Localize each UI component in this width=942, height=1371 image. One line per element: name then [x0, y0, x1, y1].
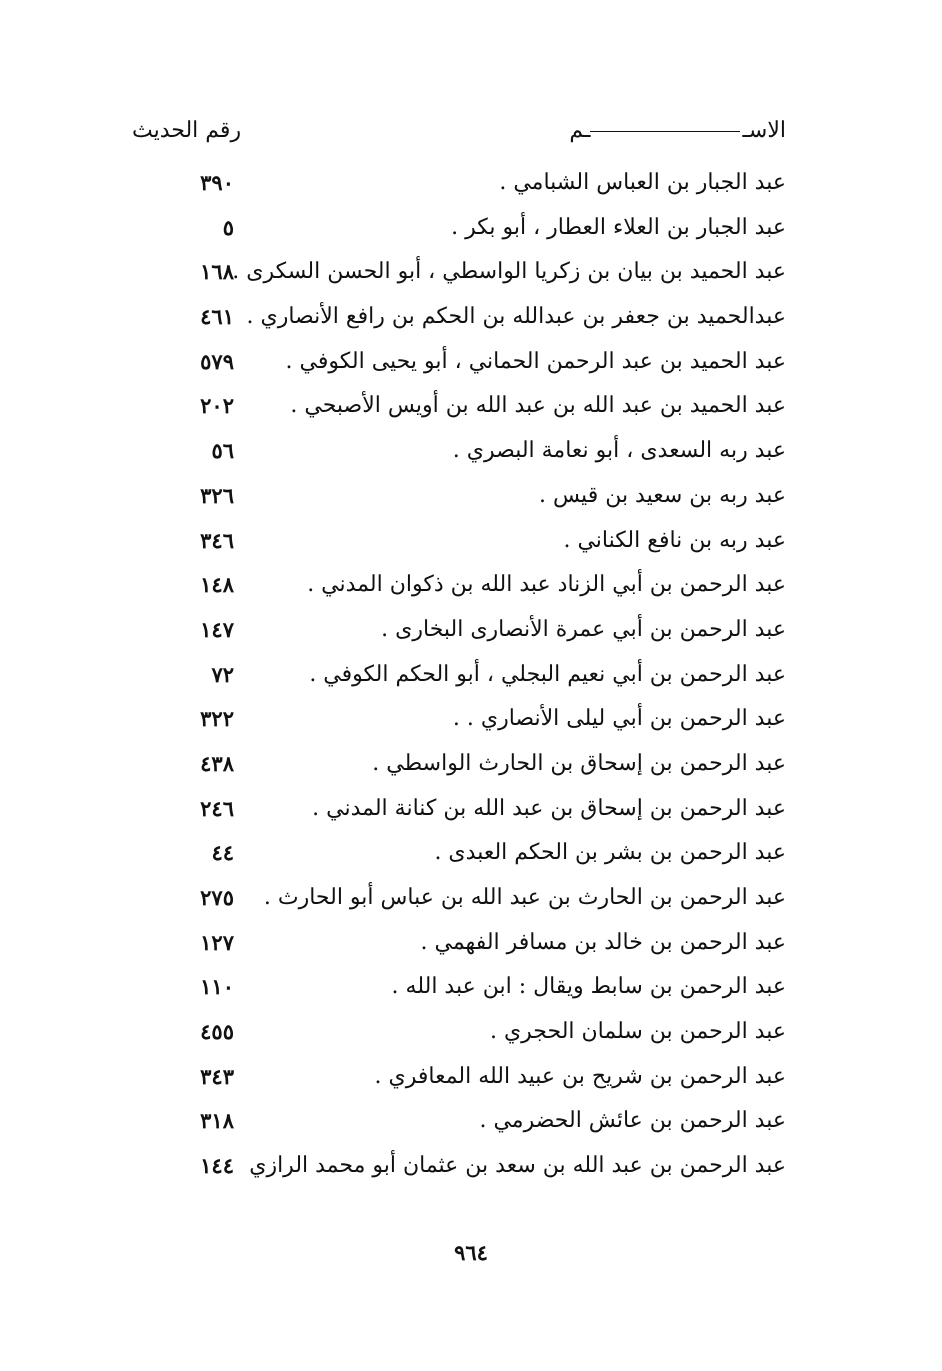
- list-item: [120, 924, 800, 969]
- names-header-end: ـم: [569, 118, 591, 143]
- list-item: [120, 611, 800, 656]
- narrator-name: عبدالحميد بن جعفر بن عبدالله بن الحكم بن رافع الأنصاري .: [246, 304, 786, 330]
- hadith-number: ٣١٨: [200, 1108, 234, 1134]
- hadith-number: ٧٢: [211, 661, 234, 687]
- narrator-name: عبد الرحمن بن أبي ليلى الأنصاري . .: [452, 706, 786, 732]
- list-item: [120, 253, 800, 298]
- narrator-name: عبد الرحمن بن إسحاق بن عبد الله بن كنانة المدني .: [312, 795, 786, 821]
- index-list: [120, 164, 800, 1192]
- list-item: [120, 656, 800, 701]
- hadith-number: ٣٤٦: [200, 527, 234, 553]
- narrator-name: عبد الرحمن بن أبي نعيم البجلي ، أبو الحكم الكوفي .: [309, 661, 786, 687]
- hadith-number: ٢٤٦: [200, 795, 234, 821]
- list-item: [120, 209, 800, 254]
- table-header: [120, 112, 800, 156]
- hadith-number: ١٢٧: [200, 929, 234, 955]
- list-item: [120, 387, 800, 432]
- hadith-number: ١٦٨: [200, 259, 234, 285]
- list-item: [120, 432, 800, 477]
- hadith-number: ٣٢٢: [200, 706, 234, 732]
- narrator-name: عبد الرحمن بن عائش الحضرمي .: [479, 1108, 786, 1134]
- narrator-name: عبد الحميد بن عبد الرحمن الحماني ، أبو يحيى الكوفي .: [285, 348, 786, 374]
- narrator-name: عبد ربه بن نافع الكناني .: [563, 527, 786, 553]
- hadith-number: ١٤٤: [200, 1153, 234, 1179]
- narrator-name: عبد الرحمن بن الحارث بن عبد الله بن عباس أبو الحارث .: [263, 885, 786, 910]
- list-item: [120, 298, 800, 343]
- hadith-number: ٤٤: [211, 840, 234, 866]
- narrator-name: عبد الرحمن بن أبي الزناد عبد الله بن ذكوان المدني .: [307, 572, 786, 598]
- list-item: [120, 745, 800, 790]
- hadith-number: ٤٥٥: [200, 1019, 234, 1045]
- narrator-name: عبد الرحمن بن سلمان الحجري .: [489, 1019, 786, 1045]
- narrator-name: عبد الرحمن بن شريح بن عبيد الله المعافري .: [374, 1063, 786, 1089]
- tatweel-line: [590, 131, 740, 132]
- list-item: [120, 1058, 800, 1103]
- names-header-start: الاسـ: [742, 118, 786, 143]
- list-item: [120, 522, 800, 567]
- narrator-name: عبد الرحمن بن خالد بن مسافر الفهمي .: [420, 929, 786, 955]
- hadith-number: ٣٤٣: [200, 1063, 234, 1089]
- hadith-number: ٢٧٥: [200, 885, 234, 910]
- narrator-name: عبد الرحمن بن سابط ويقال : ابن عبد الله .: [391, 974, 786, 1000]
- hadith-number: ٢٠٢: [200, 393, 234, 419]
- narrator-name: عبد الرحمن بن إسحاق بن الحارث الواسطي .: [372, 750, 786, 776]
- narrator-name: عبد الرحمن بن بشر بن الحكم العبدى .: [434, 840, 786, 866]
- hadith-number-column-header: رقم الحديث: [132, 118, 242, 143]
- narrator-name: عبد الجبار بن العلاء العطار ، أبو بكر .: [451, 214, 786, 240]
- list-item: [120, 968, 800, 1013]
- list-item: [120, 879, 800, 924]
- hadith-number: ١٤٨: [200, 572, 234, 598]
- narrator-name: عبد الجبار بن العباس الشبامي .: [499, 170, 786, 195]
- list-item: [120, 477, 800, 522]
- hadith-number: ١٤٧: [200, 616, 234, 642]
- hadith-number: ٥٧٩: [200, 348, 234, 374]
- hadith-number: ٣٢٦: [200, 482, 234, 508]
- list-item: [120, 164, 800, 209]
- hadith-number: ٣٩٠: [200, 170, 234, 195]
- list-item: [120, 1102, 800, 1147]
- names-column-header: [569, 118, 786, 143]
- narrator-name: عبد ربه السعدى ، أبو نعامة البصري .: [452, 438, 786, 464]
- hadith-number: ٥٦: [211, 438, 234, 464]
- hadith-number: ٥: [222, 214, 234, 240]
- narrator-name: عبد ربه بن سعيد بن قيس .: [539, 482, 786, 508]
- hadith-number: ٤٦١: [200, 304, 234, 330]
- hadith-number: ٤٣٨: [200, 750, 234, 776]
- page-number: ٩٦٤: [454, 1240, 488, 1265]
- list-item: [120, 834, 800, 879]
- narrator-name: عبد الحميد بن بيان بن زكريا الواسطي ، أبو الحسن السكرى .: [232, 259, 786, 285]
- list-item: [120, 700, 800, 745]
- narrator-name: عبد الحميد بن عبد الله بن عبد الله بن أويس الأصبحي .: [290, 393, 786, 419]
- list-item: [120, 790, 800, 835]
- list-item: [120, 343, 800, 388]
- narrator-name: عبد الرحمن بن عبد الله بن سعد بن عثمان أبو محمد الرازي: [249, 1153, 786, 1179]
- list-item: [120, 1147, 800, 1192]
- list-item: [120, 1013, 800, 1058]
- hadith-number: ١١٠: [200, 974, 234, 1000]
- list-item: [120, 566, 800, 611]
- narrator-name: عبد الرحمن بن أبي عمرة الأنصارى البخارى .: [381, 616, 786, 642]
